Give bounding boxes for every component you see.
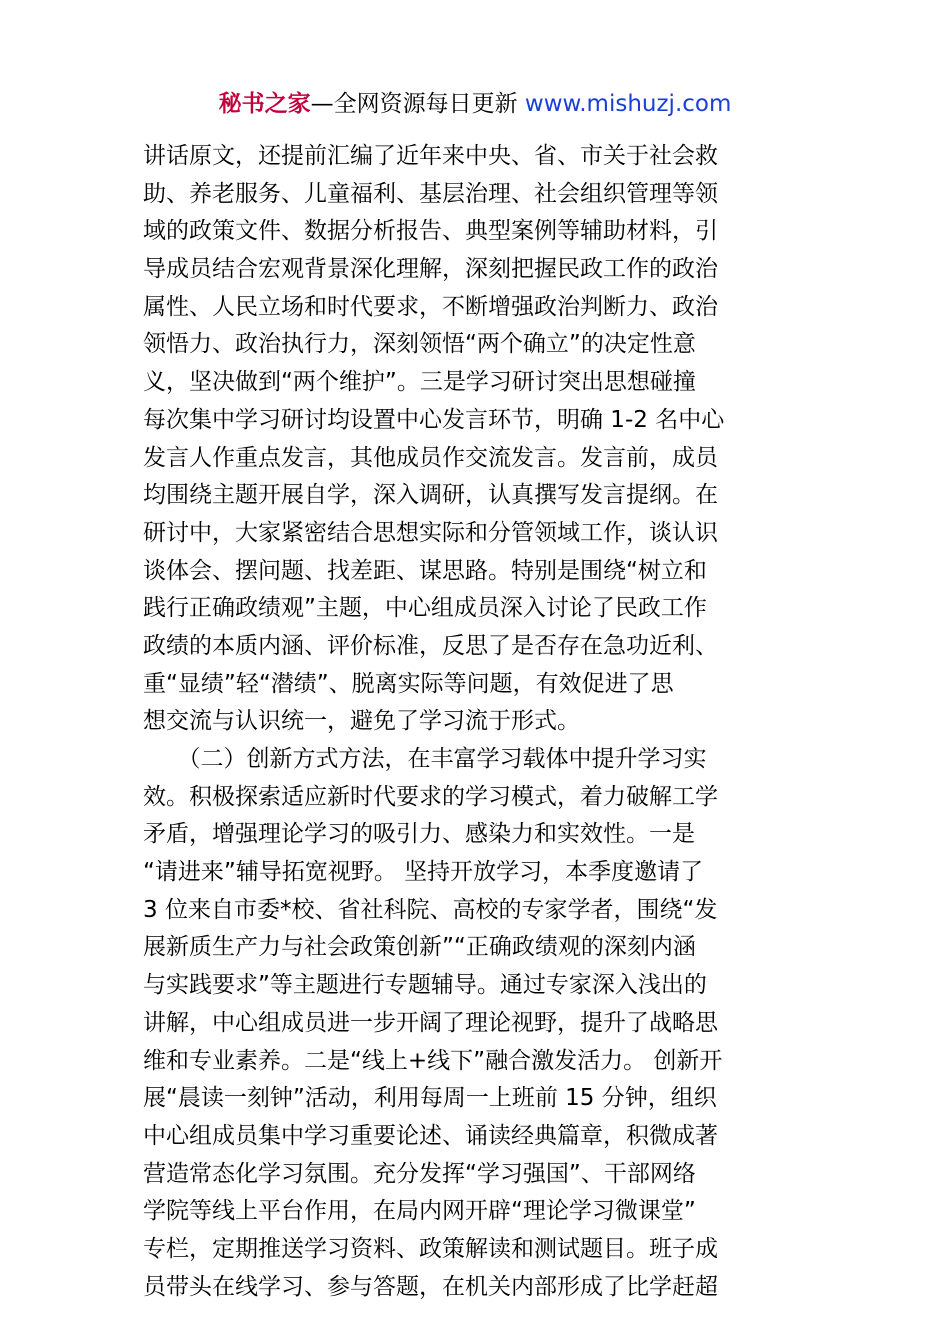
text-line: 重“显绩”轻“潜绩”、脱离实际等问题，有效促进了思 (143, 670, 674, 697)
text-line: 谈体会、摆问题、找差距、谋思路。特别是围绕“树立和 (143, 557, 707, 584)
text-line: 效。积极探索适应新时代要求的学习模式，着力破解工学 (143, 783, 718, 810)
text-line: 属性、人民立场和时代要求，不断增强政治判断力、政治 (143, 293, 718, 320)
text-line: 均围绕主题开展自学，深入调研，认真撰写发言提纲。在 (143, 482, 718, 509)
text-line: “请进来”辅导拓宽视野。 坚持开放学习，本季度邀请了 (143, 859, 704, 886)
site-url: www.mishuzj.com (524, 91, 732, 117)
text-line: 讲解，中心组成员进一步开阔了理论视野，提升了战略思 (143, 1009, 718, 1036)
text-line: 导成员结合宏观背景深化理解，深刻把握民政工作的政治 (143, 256, 718, 283)
text-line: （二）创新方式方法，在丰富学习载体中提升学习实 (143, 746, 707, 772)
text-line: 助、养老服务、儿童福利、基层治理、社会组织管理等领 (143, 180, 718, 207)
page-header (0, 88, 950, 120)
text-line: 维和专业素养。二是“线上+线下”融合激发活力。 创新开 (143, 1047, 723, 1074)
text-line: 展“晨读一刻钟”活动，利用每周一上班前 15 分钟，组织 (143, 1085, 717, 1112)
header-slogan: —全网资源每日更新 (310, 91, 525, 117)
text-line: 矛盾，增强理论学习的吸引力、感染力和实效性。一是 (143, 821, 695, 848)
brand-name: 秘书之家 (218, 91, 311, 117)
text-line: 营造常态化学习氛围。充分发挥“学习强国”、干部网络 (143, 1160, 696, 1187)
text-line: 专栏，定期推送学习资料、政策解读和测试题目。班子成 (143, 1235, 718, 1262)
text-line: 践行正确政绩观”主题，中心组成员深入讨论了民政工作 (143, 595, 707, 622)
text-line: 领悟力、政治执行力，深刻领悟“两个确立”的决定性意 (143, 331, 696, 358)
text-line: 研讨中，大家紧密结合思想实际和分管领域工作，谈认识 (143, 519, 718, 546)
text-line: 发言人作重点发言，其他成员作交流发言。发言前，成员 (143, 444, 718, 471)
text-line: 3 位来自市委*校、省社科院、高校的专家学者，围绕“发 (143, 896, 718, 923)
text-line: 与实践要求”等主题进行专题辅导。通过专家深入浅出的 (143, 972, 707, 999)
text-line: 每次集中学习研讨均设置中心发言环节，明确 1-2 名中心 (143, 406, 725, 433)
text-line: 学院等线上平台作用，在局内网开辟“理论学习微课堂” (143, 1198, 696, 1225)
text-line: 展新质生产力与社会政策创新”“正确政绩观的深刻内涵 (143, 934, 696, 961)
text-line: 想交流与认识统一，避免了学习流于形式。 (143, 708, 580, 735)
text-line: 域的政策文件、数据分析报告、典型案例等辅助材料，引 (143, 218, 718, 245)
text-line: 中心组成员集中学习重要论述、诵读经典篇章，积微成著 (143, 1122, 718, 1149)
text-line: 义，坚决做到“两个维护”。三是学习研讨突出思想碰撞 (143, 369, 696, 396)
document-body (143, 138, 813, 1306)
text-line: 政绩的本质内涵、评价标准，反思了是否存在急功近利、 (143, 632, 718, 659)
text-line: 员带头在线学习、参与答题，在机关内部形成了比学赶超 (143, 1273, 718, 1300)
text-line: 讲话原文，还提前汇编了近年来中央、省、市关于社会救 (143, 143, 718, 169)
